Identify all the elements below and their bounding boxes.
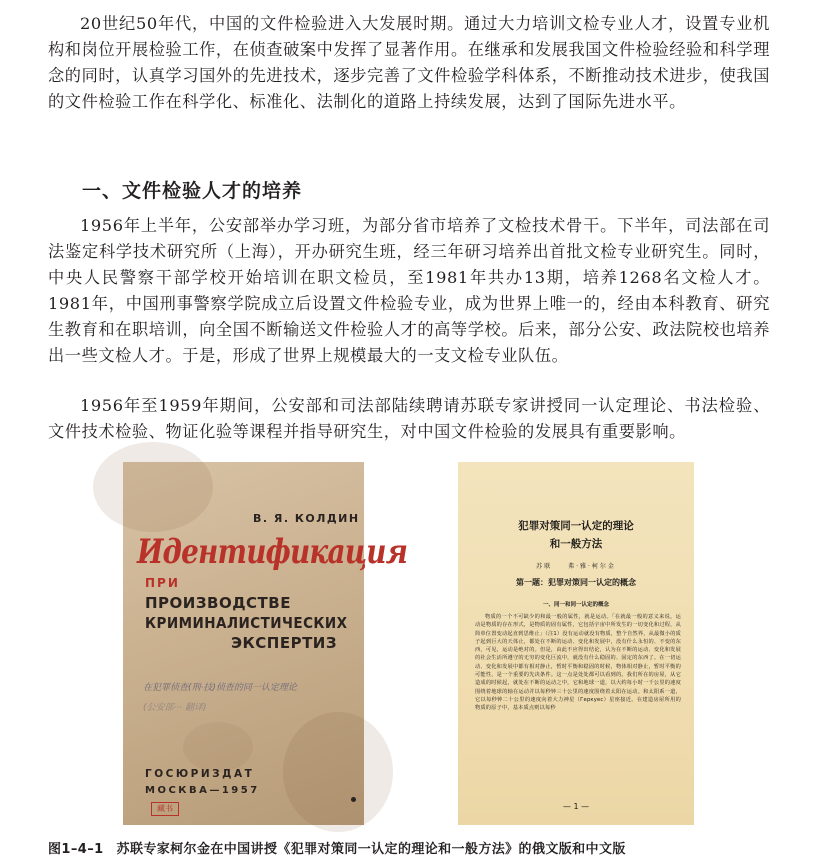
page-number: — 1 —: [562, 802, 590, 811]
paragraph-soviet-experts: 1956年至1959年期间，公安部和司法部陆续聘请苏联专家讲授同一认定理论、书法检验、文件技术检验、物证化验等课程并指导研究生，对中国文件检验的发展具有重要影响。: [48, 396, 770, 441]
page-chapter-heading: 第一题：犯罪对策同一认定的概念: [516, 577, 636, 587]
page-title-line-1: 犯罪对策同一认定的理论: [518, 520, 634, 532]
figure-number: 图1–4–1: [48, 842, 104, 857]
book-title-line-3: ЭКСПЕРТИЗ: [231, 634, 338, 652]
book-author: В. Я. КОЛДИН: [253, 512, 360, 525]
figure-caption: [48, 838, 626, 857]
paragraph-1956-training: 1956年上半年，公安部举办学习班，为部分省市培养了文检技术骨干。下半年，司法部在司法鉴定科学技术研究所（上海），开办研究生班，经三年研习培养出首批文检专业研究生。同时，中央人民警察干部学校开始培训在职文检员，至1981年共办13期，培养1268名文检人才。1981年，中国刑事警察学院成立后设置文件检验专业，成为世界上唯一的，经由本科教育、研究生教育和在职培训，向全国不断输送文件检验人才的高等学校。后来，部分公安、政法院校也培养出一些文检人才。于是，形成了世界上规模最大的一支文检专业队伍。: [48, 216, 770, 365]
book-title-line-2: КРИМИНАЛИСТИЧЕСКИХ: [145, 614, 348, 632]
page-title-line-2: 和一般方法: [549, 538, 603, 550]
section-heading: 一、文件检验人才的培养: [82, 180, 303, 202]
cover-dot: [351, 797, 356, 802]
chinese-translation-page-photo: [458, 462, 694, 825]
library-stamp: 藏书: [151, 802, 179, 816]
book-title-script: Идентификация: [137, 532, 408, 572]
page-body-text: 物质的一个不可缺少的和最一般的属性，就是运动。「在就最一般的意义来说，运动是物质的存在形式，是物质的固有属性，它包括宇宙中所发生的一切变化和过程，从简单位置变动起直到思维止」（注1）没有运动就没有物质，整个自然界，从最微小的质子起到巨大的天体止，都处在不断的运动、变化和发展中，没有什么永恒的、不变的东西，可见，运动是绝对的。但是，由此不应得出结论，认为在不断的运动、变化和发展的社会生活所遵守的无穷的变化巨流中，就没有什么稳固的、固定的东西了。在一切运动、变化和发展中都有相对静止，暂时平衡和稳固的时候，物体相对静止，暂时平衡的可能性，是一个重要的先决条件。这一点是处处都可以看到的。我们所在的房屋，从它造成的时候起，就处在不断的运动之中，它和地球一道，以大约每小时一千公里的速度围绕着地球的轴在运动并以每秒钟三十公里的速度围绕着太阳在运动。和太阳系一道，它以每秒钟二十公里的速度向着大力神星（Геркуес）星座接近。在建造房屋所用的物质的原子中，基本质点则以每秒: [475, 614, 681, 712]
handwritten-note-faded: (公安部··· 翻译): [143, 703, 207, 713]
book-title-line-1: ПРОИЗВОДСТВЕ: [145, 594, 291, 612]
book-title-pri: ПРИ: [145, 576, 180, 590]
page-section-heading: 一、同一和同一认定的概念: [542, 602, 609, 608]
book-city-year: МОСКВА—1957: [145, 785, 260, 796]
book-publisher: ГОСЮРИЗДАТ: [145, 768, 255, 780]
handwritten-note: 在犯罪侦查(刑·技)侦查的同一认定理论: [143, 683, 297, 693]
figure-caption-text: 苏联专家柯尔金在中国讲授《犯罪对策同一认定的理论和一般方法》的俄文版和中文版: [116, 842, 626, 857]
intro-paragraph: 20世纪50年代，中国的文件检验进入大发展时期。通过大力培训文检专业人才，设置专业机构和岗位开展检验工作，在侦查破案中发挥了显著作用。在继承和发展我国文件检验经验和科学理念的同时，认真学习国外的先进技术，逐步完善了文件检验学科体系，不断推动技术进步，使我国的文件检验工作在科学化、标准化、法制化的道路上持续发展，达到了国际先进水平。: [48, 14, 770, 111]
page-author: 苏联 弗·雅·柯尔金: [536, 563, 616, 570]
russian-book-cover-photo: [123, 462, 408, 825]
